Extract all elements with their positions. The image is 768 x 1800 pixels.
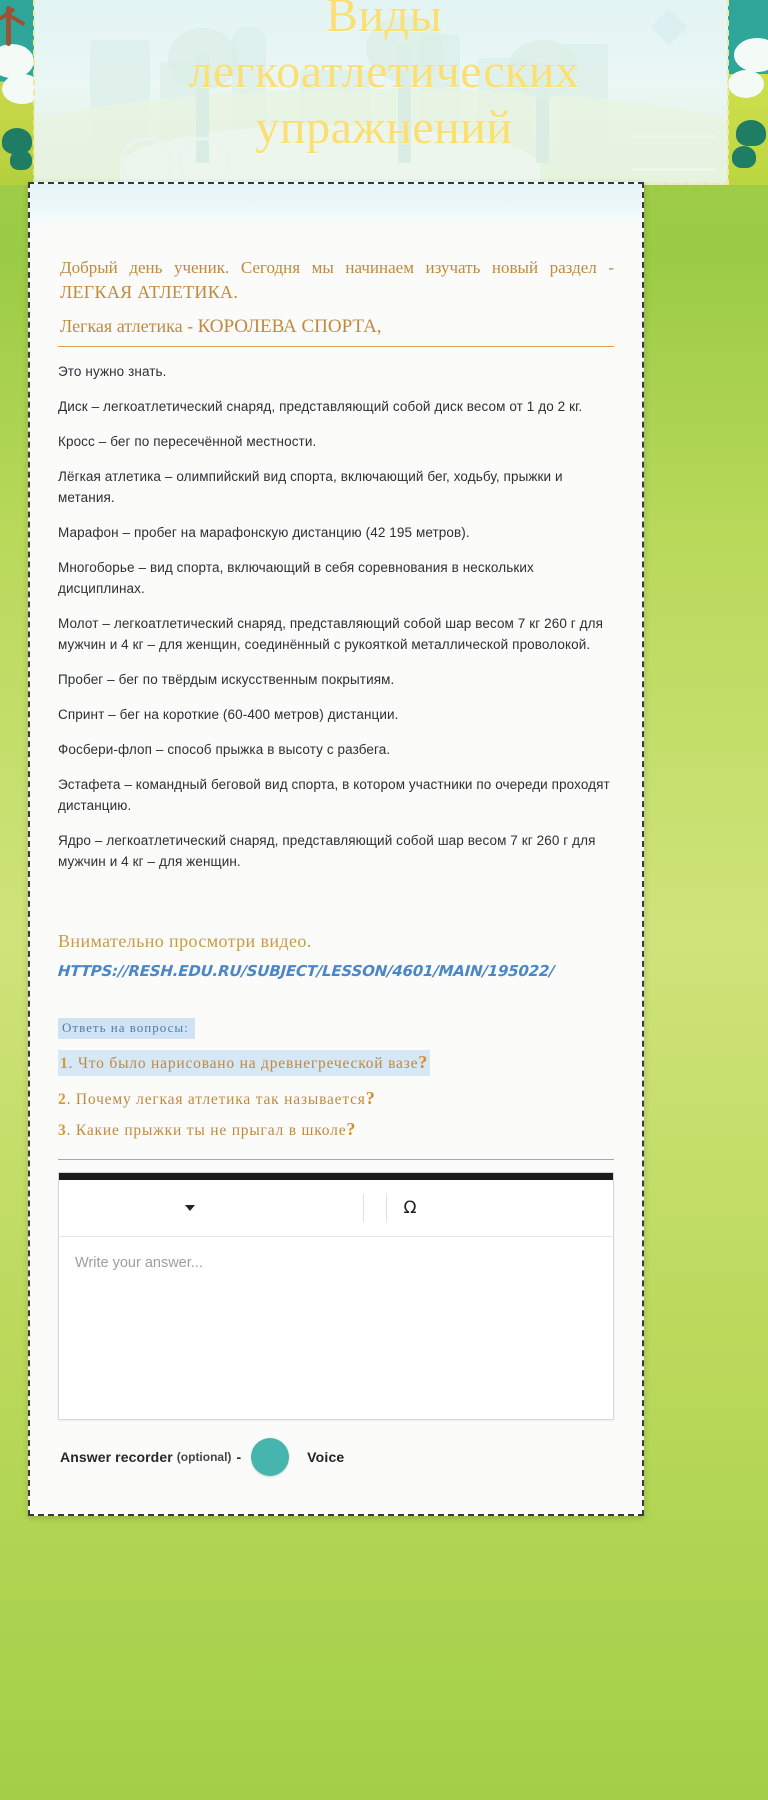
definition-item: Диск – легкоатлетический снаряд, представляющий собой диск весом от 1 до 2 кг.: [58, 399, 583, 414]
definition-item: Лёгкая атлетика – олимпийский вид спорта, включающий бег, ходьбу, прыжки и метания.: [58, 469, 563, 505]
hero-right-decoration: [728, 0, 768, 185]
toolbar-slot-gap[interactable]: [364, 1191, 386, 1225]
subtitle-caps: КОРОЛЕВА СПОРТА,: [197, 316, 382, 337]
questions-header: Ответь на вопросы:: [58, 1018, 195, 1039]
definition-item: Многоборье – вид спорта, включающий в себя соревнования в нескольких дисциплинах.: [58, 560, 534, 596]
editor-toolbar[interactable]: [59, 1180, 613, 1237]
toolbar-slot-right[interactable]: [433, 1191, 613, 1225]
question-text: Какие прыжки ты не прыгал в школе: [75, 1122, 347, 1139]
hero-dashed-border-right: [727, 0, 729, 185]
greeting-caps: ЛЕГКАЯ АТЛЕТИКА.: [60, 282, 239, 302]
hero-dashed-border-left: [33, 0, 35, 185]
question-number: 2: [58, 1091, 67, 1108]
question-text: Что было нарисовано на древнегреческой вазе: [77, 1055, 419, 1072]
page-title-line-1: Виды: [325, 0, 443, 42]
question-number: 3: [58, 1122, 67, 1139]
subtitle-prefix: Легкая атлетика -: [60, 316, 198, 336]
video-link[interactable]: HTTPS://RESH.EDU.RU/SUBJECT/LESSON/4601/MAIN/195022/: [57, 962, 556, 980]
special-character-button[interactable]: [387, 1191, 433, 1225]
worksheet-content: [30, 226, 642, 1512]
page-title-line-2: легкоатлетических: [188, 45, 580, 98]
intro-line: Это нужно знать.: [58, 364, 167, 379]
chevron-down-icon: [185, 1205, 195, 1211]
definition-item: Фосбери-флоп – способ прыжка в высоту с разбега.: [58, 742, 391, 757]
question-text: Почему легкая атлетика так называется: [75, 1091, 366, 1108]
font-dropdown-button[interactable]: [177, 1191, 203, 1225]
subtitle-paragraph: [58, 313, 614, 340]
greeting-text: Добрый день ученик. Сегодня мы начинаем изучать новый раздел -: [60, 258, 614, 277]
definition-item: Марафон – пробег на марафонскую дистанцию (42 195 метров).: [58, 525, 470, 540]
definition-item: Пробег – бег по твёрдым искусственным покрытиям.: [58, 672, 395, 687]
watch-video-label: Внимательно просмотри видео.: [58, 931, 312, 951]
page-title-line-3: упражнений: [255, 101, 513, 154]
answer-editor: [58, 1172, 614, 1420]
divider-bottom: [58, 1159, 614, 1160]
answer-recorder-row: [58, 1420, 614, 1486]
question-item: 3. Какие прыжки ты не прыгал в школе?: [58, 1119, 357, 1139]
question-item: 1. Что было нарисовано на древнегреческой вазе?: [58, 1050, 430, 1076]
voice-label: Voice: [307, 1449, 345, 1465]
question-mark: ?: [346, 1119, 357, 1139]
question-mark: ?: [365, 1088, 376, 1108]
hero-header: [0, 0, 768, 185]
answer-recorder-optional: (optional): [176, 1450, 232, 1464]
definition-item: Кросс – бег по пересечённой местности.: [58, 434, 317, 449]
divider-top: [58, 346, 614, 347]
page-title: [60, 0, 708, 156]
omega-icon: Ω: [403, 1198, 417, 1218]
hero-left-decoration: [0, 0, 34, 185]
voice-record-button[interactable]: [251, 1438, 289, 1476]
toolbar-slot-mid[interactable]: [203, 1191, 363, 1225]
definition-item: Ядро – легкоатлетический снаряд, представляющий собой шар весом 7 кг 260 г для мужчин и 4 кг – для женщин.: [58, 833, 596, 869]
definition-item: Спринт – бег на короткие (60-400 метров) дистанции.: [58, 707, 399, 722]
greeting-paragraph: [58, 256, 614, 305]
worksheet-card: [28, 182, 644, 1516]
answer-recorder-dash: -: [236, 1449, 242, 1465]
toolbar-slot-left[interactable]: [59, 1191, 177, 1225]
answer-input[interactable]: Write your answer...: [59, 1237, 613, 1419]
answer-recorder-label: Answer recorder: [60, 1449, 173, 1465]
editor-top-bar: [59, 1173, 613, 1180]
question-number: 1: [60, 1055, 69, 1072]
question-mark: ?: [418, 1052, 429, 1072]
question-item: 2. Почему легкая атлетика так называется?: [58, 1088, 376, 1108]
worksheet-top-band: [30, 184, 642, 226]
definition-item: Молот – легкоатлетический снаряд, представляющий собой шар весом 7 кг 260 г для мужчин и 4 кг – для женщин, соединённый с рукояткой металлической проволокой.: [58, 616, 604, 652]
definition-item: Эстафета – командный беговой вид спорта, в котором участники по очереди проходят дистанцию.: [58, 777, 610, 813]
